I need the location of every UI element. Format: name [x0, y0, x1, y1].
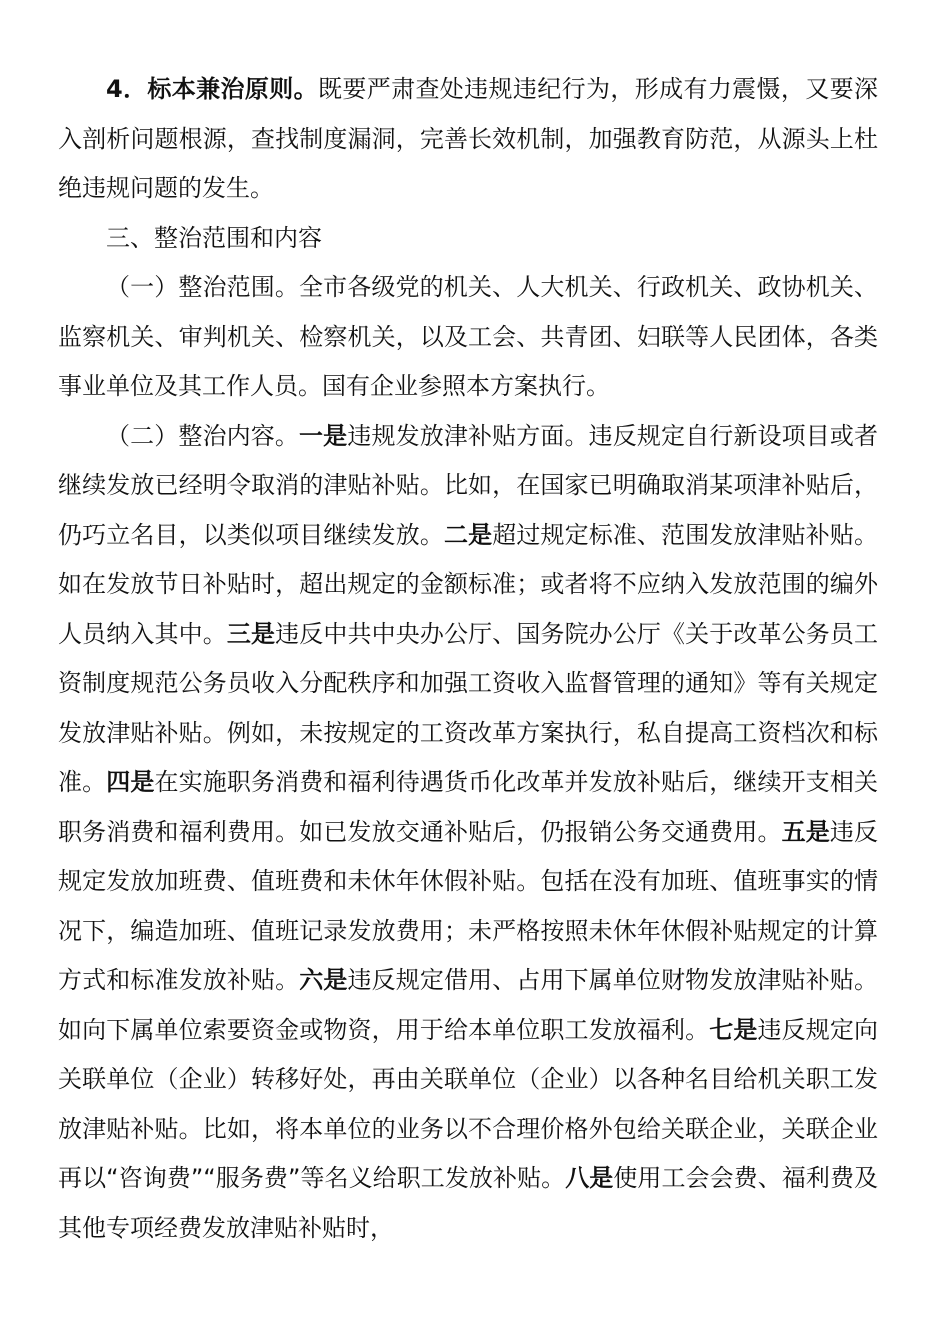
- item-label: 八是: [565, 1164, 614, 1192]
- document-page: [58, 65, 878, 1253]
- item-label: 七是: [709, 1015, 758, 1044]
- content-paragraph: [58, 412, 878, 1254]
- item-text: 违反规定借用、占用下属单位财物发放津贴补贴。如向下属单位索要资金或物资，用于给本单位职工发放福利。: [58, 966, 879, 1044]
- item-label: 一是: [299, 421, 348, 450]
- item-label: 五是: [781, 817, 830, 846]
- principle-paragraph: [58, 65, 878, 214]
- item-text: 在实施职务消费和福利待遇货币化改革并发放补贴后，继续开支相关职务消费和福利费用。如已发放交通补贴后，仍报销公务交通费用。: [58, 768, 879, 846]
- principle-text: 既要严肃查处违规违纪行为，形成有力震慑，又要深入剖析问题根源，查找制度漏洞，完善长效机制，加强教育防范，从源头上杜绝违规问题的发生。: [58, 75, 878, 202]
- item-label: 三是: [226, 619, 276, 648]
- item-text: 违反规定向关联单位（企业）转移好处，再由关联单位（企业）以各种名目给机关职工发放津贴补贴。比如，将本单位的业务以不合理价格外包给关联企业，关联企业再以“咨询费”“服务费”等名义给职工发放补贴。: [58, 1015, 879, 1192]
- item-text: 超过规定标准、范围发放津贴补贴。如在发放节日补贴时，超出规定的金额标准；或者将不应纳入发放范围的编外人员纳入其中。: [58, 520, 879, 648]
- item-text: 使用工会会费、福利费及其他专项经费发放津贴补贴时，: [58, 1164, 879, 1242]
- item-label: 二是: [443, 520, 493, 549]
- item-label: 四是: [106, 768, 155, 796]
- item-label: 六是: [299, 966, 348, 994]
- item-text: 违规发放津补贴方面。违反规定自行新设项目或者继续发放已经明令取消的津贴补贴。比如，在国家已明确取消某项津补贴后，仍巧立名目，以类似项目继续发放。: [58, 421, 879, 549]
- principle-lead: 4．标本兼治原则。: [106, 75, 318, 103]
- section-heading: 三、整治范围和内容: [106, 223, 322, 252]
- scope-paragraph: （一）整治范围。全市各级党的机关、人大机关、行政机关、政协机关、监察机关、审判机关、检察机关，以及工会、共青团、妇联等人民团体，各类事业单位及其工作人员。国有企业参照本方案执行。: [58, 273, 878, 400]
- item-text: 违反中共中央办公厅、国务院办公厅《关于改革公务员工资制度规范公务员收入分配秩序和加强工资收入监督管理的通知》等有关规定发放津贴补贴。例如，未按规定的工资改革方案执行，私自提高工资档次和标准。: [58, 619, 879, 796]
- content-intro: （二）整治内容。: [106, 421, 300, 450]
- item-text: 违反规定发放加班费、值班费和未休年休假补贴。包括在没有加班、值班事实的情况下，编造加班、值班记录发放费用；未严格按照未休年休假补贴规定的计算方式和标准发放补贴。: [58, 817, 879, 994]
